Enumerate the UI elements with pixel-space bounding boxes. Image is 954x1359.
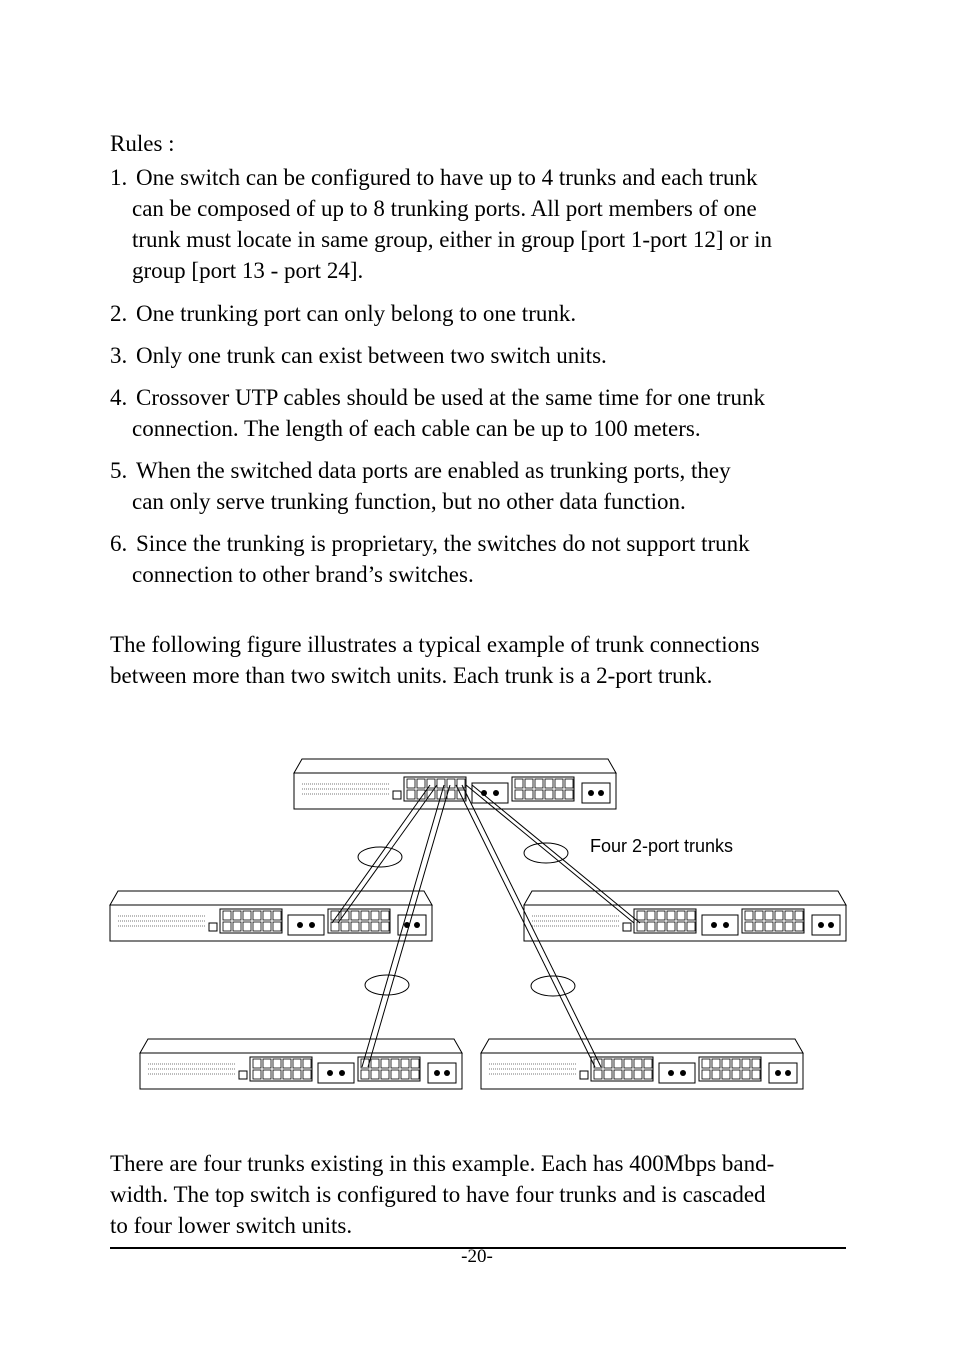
rule-line: connection to other brand’s switches. bbox=[132, 562, 474, 587]
rule-number: 2. bbox=[110, 301, 128, 326]
figure-label: Four 2-port trunks bbox=[590, 836, 734, 856]
conclusion-line: There are four trunks existing in this example. Each has 400Mbps band- bbox=[110, 1151, 775, 1176]
conclusion-line: width. The top switch is configured to have four trunks and is cascaded bbox=[110, 1182, 766, 1207]
intro-line: between more than two switch units. Each trunk is a 2-port trunk. bbox=[110, 663, 713, 688]
rule-line: Crossover UTP cables should be used at the same time for one trunk bbox=[136, 385, 765, 410]
bottom-left-switch bbox=[140, 1039, 462, 1089]
rule-item bbox=[110, 528, 750, 590]
rule-item bbox=[110, 162, 772, 286]
trunk-diagram bbox=[100, 745, 860, 1105]
rule-number: 5. bbox=[110, 458, 128, 483]
rule-item bbox=[110, 340, 607, 371]
rule-line: One trunking port can only belong to one trunk. bbox=[136, 301, 577, 326]
bottom-right-switch bbox=[481, 1039, 803, 1089]
rule-line: One switch can be configured to have up to 4 trunks and each trunk bbox=[136, 165, 758, 190]
rule-item bbox=[110, 382, 765, 444]
rule-number: 3. bbox=[110, 343, 128, 368]
rules-heading: Rules : bbox=[110, 131, 175, 156]
rule-number: 1. bbox=[110, 165, 128, 190]
rule-number: 4. bbox=[110, 385, 128, 410]
rule-number: 6. bbox=[110, 531, 128, 556]
rule-item bbox=[110, 455, 731, 517]
rule-line: connection. The length of each cable can be up to 100 meters. bbox=[132, 416, 701, 441]
rule-line: group [port 13 - port 24]. bbox=[132, 258, 364, 283]
rule-line: trunk must locate in same group, either in group [port 1-port 12] or in bbox=[132, 227, 773, 252]
top-switch bbox=[294, 759, 616, 809]
rule-item bbox=[110, 298, 576, 329]
rule-line: Since the trunking is proprietary, the switches do not support trunk bbox=[136, 531, 750, 556]
middle-left-switch bbox=[110, 891, 432, 941]
trunk-marker-ellipse bbox=[365, 975, 409, 995]
conclusion-line: to four lower switch units. bbox=[110, 1213, 353, 1238]
rule-line: When the switched data ports are enabled as trunking ports, they bbox=[136, 458, 731, 483]
rule-line: Only one trunk can exist between two switch units. bbox=[136, 343, 607, 368]
intro-line: The following figure illustrates a typical example of trunk connections bbox=[110, 632, 760, 657]
trunk-marker-ellipse bbox=[531, 976, 575, 996]
rule-line: can be composed of up to 8 trunking ports. All port members of one bbox=[132, 196, 757, 221]
middle-right-switch bbox=[524, 891, 846, 941]
page-number: -20- bbox=[461, 1246, 493, 1267]
rule-line: can only serve trunking function, but no other data function. bbox=[132, 489, 686, 514]
